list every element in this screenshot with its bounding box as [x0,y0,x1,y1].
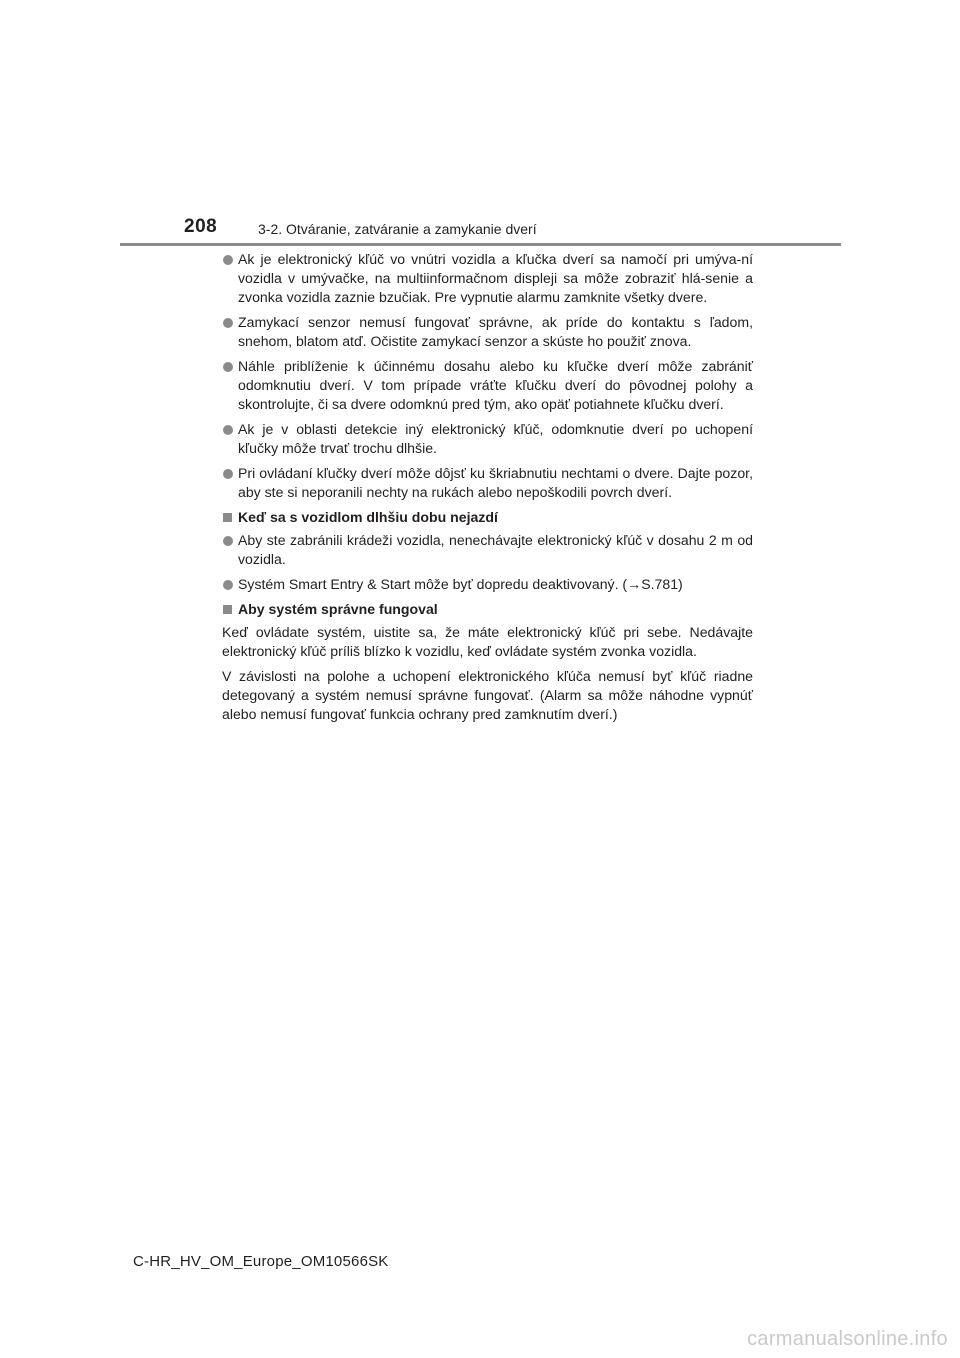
page-number: 208 [184,216,218,237]
bullet-icon [223,536,233,546]
list-item [222,313,753,351]
watermark: carmanualsonline.info [747,1328,948,1350]
list-item-text: Pri ovládaní kľučky dverí môže dôjsť ku škriabnutiu nechtami o dvere. Dajte pozor, aby ste si neporanili nechty na rukách alebo nepoškodili povrch dverí. [238,465,753,500]
list-item-text-start: Systém Smart Entry & Start môže byť dopredu deaktivovaný. ( [238,576,628,592]
document-code: C-HR_HV_OM_Europe_OM10566SK [133,1253,389,1270]
subsection-heading [222,508,753,527]
list-item [222,531,753,569]
bullet-icon [223,469,233,479]
list-item-text: Ak je elektronický kľúč vo vnútri vozidla a kľučka dverí sa namočí pri umýva-ní vozidla v umývačke, na multiinformačnom displeji sa môže zobraziť hlá-senie a zvonka vozidla zaznie bzučiak. Pre vypnutie alarmu zamknite všetky dvere. [238,251,753,305]
body-paragraph: Keď ovládate systém, uistite sa, že máte elektronický kľúč pri sebe. Nedávajte elektronický kľúč príliš blízko k vozidlu, keď ovládate systém zvonka vozidla. [222,624,753,659]
list-item-text: Zamykací senzor nemusí fungovať správne, ak príde do kontaktu s ľadom, snehom, blatom atď. Očistite zamykací senzor a skúste ho použiť znova. [238,314,753,349]
list-item [222,250,753,307]
subsection-heading-text: Keď sa s vozidlom dlhšiu dobu nejazdí [238,509,498,525]
square-bullet-icon [223,513,232,522]
body-paragraph: V závislosti na polohe a uchopení elektronického kľúča nemusí byť kľúč riadne detegovaný a systém nemusí správne fungovať. (Alarm sa môže náhodne vypnúť alebo nemusí fungovať funkcia ochrany pred zamknutím dverí.) [222,668,753,722]
list-item-text: Aby ste zabránili krádeži vozidla, nenechávajte elektronický kľúč v dosahu 2 m od vozidla. [238,532,753,567]
bullet-icon [223,425,233,435]
section-title: 3-2. Otváranie, zatváranie a zamykanie dverí [258,221,537,237]
subsection-heading-text: Aby systém správne fungoval [238,601,438,617]
page-header [0,0,960,250]
bullet-icon [223,318,233,328]
list-item [222,464,753,502]
list-item [222,420,753,458]
list-item-text: Náhle priblíženie k účinnému dosahu alebo ku kľučke dverí môže zabrániť odomknutiu dverí. V tom prípade vráťte kľučku dverí do pôvodnej polohy a skontrolujte, či sa dvere odomknú pred tým, ako opäť potiahnete kľučku dverí. [238,358,753,412]
bullet-icon [223,580,233,590]
page-reference-link[interactable]: S.781) [641,576,683,592]
subsection-heading [222,600,753,619]
arrow-right-icon: → [627,576,642,592]
list-item [222,575,753,594]
page-content [222,250,753,730]
header-divider [120,243,841,246]
list-item-text: Ak je v oblasti detekcie iný elektronický kľúč, odomknutie dverí po uchopení kľučky môže trvať trochu dlhšie. [238,421,753,456]
square-bullet-icon [223,605,232,614]
list-item [222,357,753,414]
bullet-icon [223,255,233,265]
bullet-icon [223,362,233,372]
